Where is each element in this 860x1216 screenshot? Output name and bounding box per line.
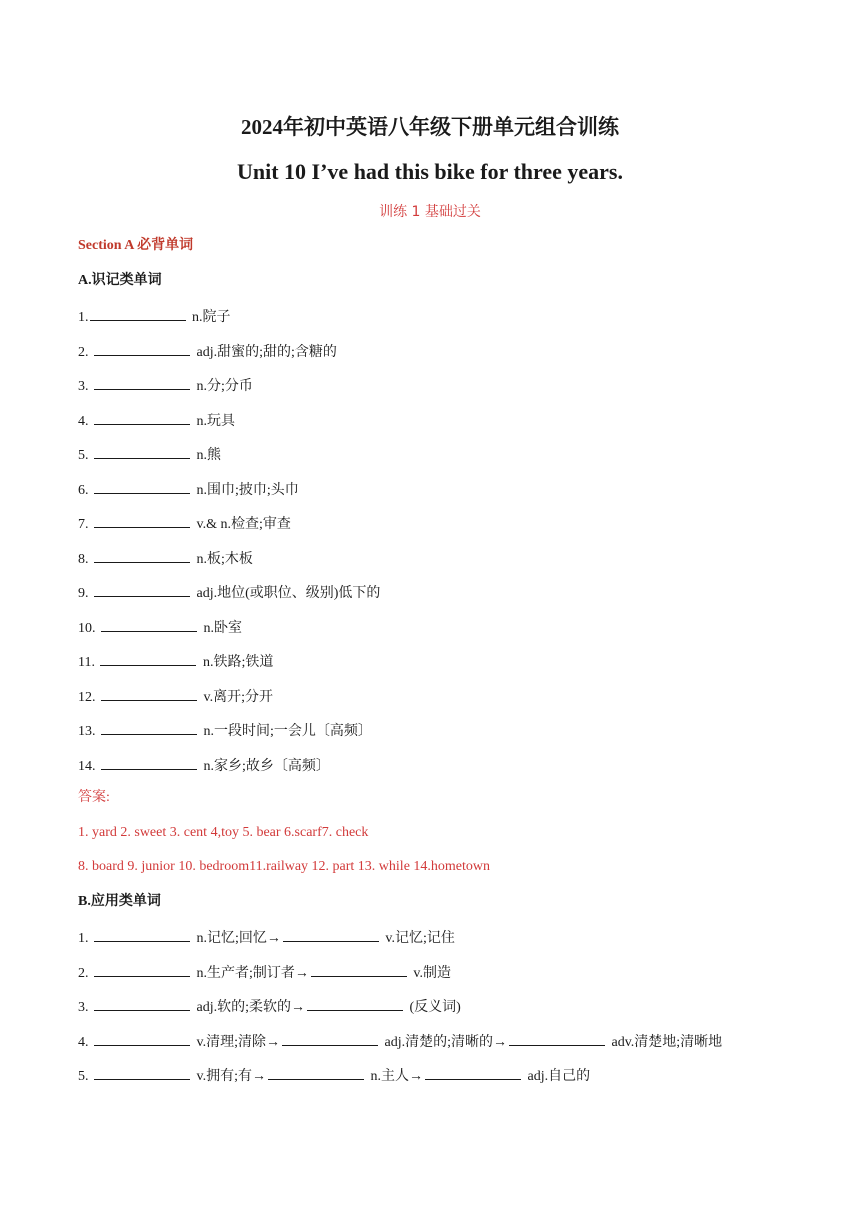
answer-blank[interactable]: [311, 962, 407, 977]
item-definition: adj.软的;柔软的→: [196, 1000, 305, 1015]
item-number: 14.: [78, 759, 96, 774]
item-definition: adv.清楚地;清晰地: [611, 1035, 723, 1050]
vocab-item: [78, 720, 372, 741]
item-number: 8.: [78, 552, 89, 567]
vocab-item: [78, 306, 231, 327]
answer-blank[interactable]: [94, 962, 190, 977]
part-b-heading: B.应用类单词: [78, 894, 161, 909]
document-title: 2024年初中英语八年级下册单元组合训练: [241, 115, 619, 139]
item-number: 6.: [78, 483, 89, 498]
item-definition: v.制造: [413, 966, 451, 981]
answer-blank[interactable]: [94, 1031, 190, 1046]
vocab-item: [78, 410, 235, 431]
answer-blank[interactable]: [94, 513, 190, 528]
answer-blank[interactable]: [94, 410, 190, 425]
answer-blank[interactable]: [307, 996, 403, 1011]
vocab-item: [78, 375, 253, 396]
item-number: 1.: [78, 931, 89, 946]
item-definition: n.主人→: [370, 1069, 423, 1084]
item-definition: v.记忆;记住: [385, 931, 455, 946]
vocab-item: [78, 962, 451, 983]
item-number: 1.: [78, 310, 89, 325]
item-number: 4.: [78, 1035, 89, 1050]
item-definition: n.玩具: [196, 414, 235, 429]
answer-blank[interactable]: [101, 686, 197, 701]
item-definition: adj.自己的: [527, 1069, 591, 1084]
answer-blank[interactable]: [101, 720, 197, 735]
answer-blank[interactable]: [101, 617, 197, 632]
item-number: 4.: [78, 414, 89, 429]
vocab-item: [78, 1065, 590, 1086]
vocab-item: [78, 927, 455, 948]
item-definition: v.离开;分开: [203, 690, 273, 705]
answer-blank[interactable]: [268, 1065, 364, 1080]
vocab-item: [78, 651, 273, 672]
item-definition: n.一段时间;一会儿〔高频〕: [203, 724, 372, 739]
item-definition: n.卧室: [203, 621, 242, 636]
item-number: 13.: [78, 724, 96, 739]
vocab-item: [78, 617, 242, 638]
item-definition: n.记忆;回忆→: [196, 931, 281, 946]
item-number: 5.: [78, 448, 89, 463]
unit-title: Unit 10 I’ve had this bike for three years.: [236, 159, 623, 184]
item-number: 5.: [78, 1069, 89, 1084]
item-definition: n.板;木板: [196, 552, 253, 567]
vocab-item: [78, 686, 273, 707]
answer-blank[interactable]: [94, 444, 190, 459]
item-number: 9.: [78, 586, 89, 601]
item-definition: adj.地位(或职位、级别)低下的: [196, 586, 381, 601]
item-definition: adj.清楚的;清晰的→: [384, 1035, 507, 1050]
section-a-label: Section A 必背单词: [78, 238, 194, 253]
answer-blank[interactable]: [283, 927, 379, 942]
item-definition: n.熊: [196, 448, 221, 463]
item-number: 3.: [78, 379, 89, 394]
item-definition: n.分;分币: [196, 379, 253, 394]
answer-blank[interactable]: [94, 375, 190, 390]
answer-blank[interactable]: [94, 582, 190, 597]
answer-blank[interactable]: [282, 1031, 378, 1046]
answer-blank[interactable]: [94, 1065, 190, 1080]
item-number: 12.: [78, 690, 96, 705]
item-number: 7.: [78, 517, 89, 532]
vocab-item: [78, 996, 461, 1017]
item-number: 11.: [78, 655, 95, 670]
item-definition: adj.甜蜜的;甜的;含糖的: [196, 345, 337, 360]
answer-blank[interactable]: [101, 755, 197, 770]
answer-blank[interactable]: [90, 306, 186, 321]
item-definition: v.拥有;有→: [196, 1069, 266, 1084]
training-subtitle: 训练 1 基础过关: [379, 204, 481, 220]
item-definition: v.清理;清除→: [196, 1035, 280, 1050]
vocab-item: [78, 479, 299, 500]
part-a-heading: A.识记类单词: [78, 273, 162, 288]
vocab-item: [78, 582, 380, 603]
item-number: 2.: [78, 345, 89, 360]
vocab-item: [78, 513, 291, 534]
answer-blank[interactable]: [94, 548, 190, 563]
answer-label: 答案:: [78, 790, 110, 805]
item-definition: n.围巾;披巾;头巾: [196, 483, 299, 498]
answer-line: 8. board 9. junior 10. bedroom11.railway 12. part 13. while 14.hometown: [78, 859, 491, 874]
item-number: 3.: [78, 1000, 89, 1015]
item-definition: n.生产者;制订者→: [196, 966, 309, 981]
item-definition: v.& n.检查;审查: [196, 517, 291, 532]
vocab-item: [78, 444, 221, 465]
answer-blank[interactable]: [94, 479, 190, 494]
vocab-item: [78, 341, 337, 362]
answer-blank[interactable]: [94, 341, 190, 356]
vocab-item: [78, 1031, 722, 1052]
vocab-item: [78, 755, 330, 776]
answer-blank[interactable]: [94, 927, 190, 942]
item-definition: n.院子: [192, 310, 231, 325]
answer-blank[interactable]: [94, 996, 190, 1011]
item-number: 2.: [78, 966, 89, 981]
answer-blank[interactable]: [425, 1065, 521, 1080]
item-definition: n.铁路;铁道: [202, 655, 274, 670]
answer-line: 1. yard 2. sweet 3. cent 4,toy 5. bear 6.scarf7. check: [78, 825, 369, 840]
answer-blank[interactable]: [100, 651, 196, 666]
item-definition: (反义词): [409, 1000, 461, 1015]
item-number: 10.: [78, 621, 96, 636]
answer-blank[interactable]: [509, 1031, 605, 1046]
vocab-item: [78, 548, 253, 569]
item-definition: n.家乡;故乡〔高频〕: [203, 759, 330, 774]
